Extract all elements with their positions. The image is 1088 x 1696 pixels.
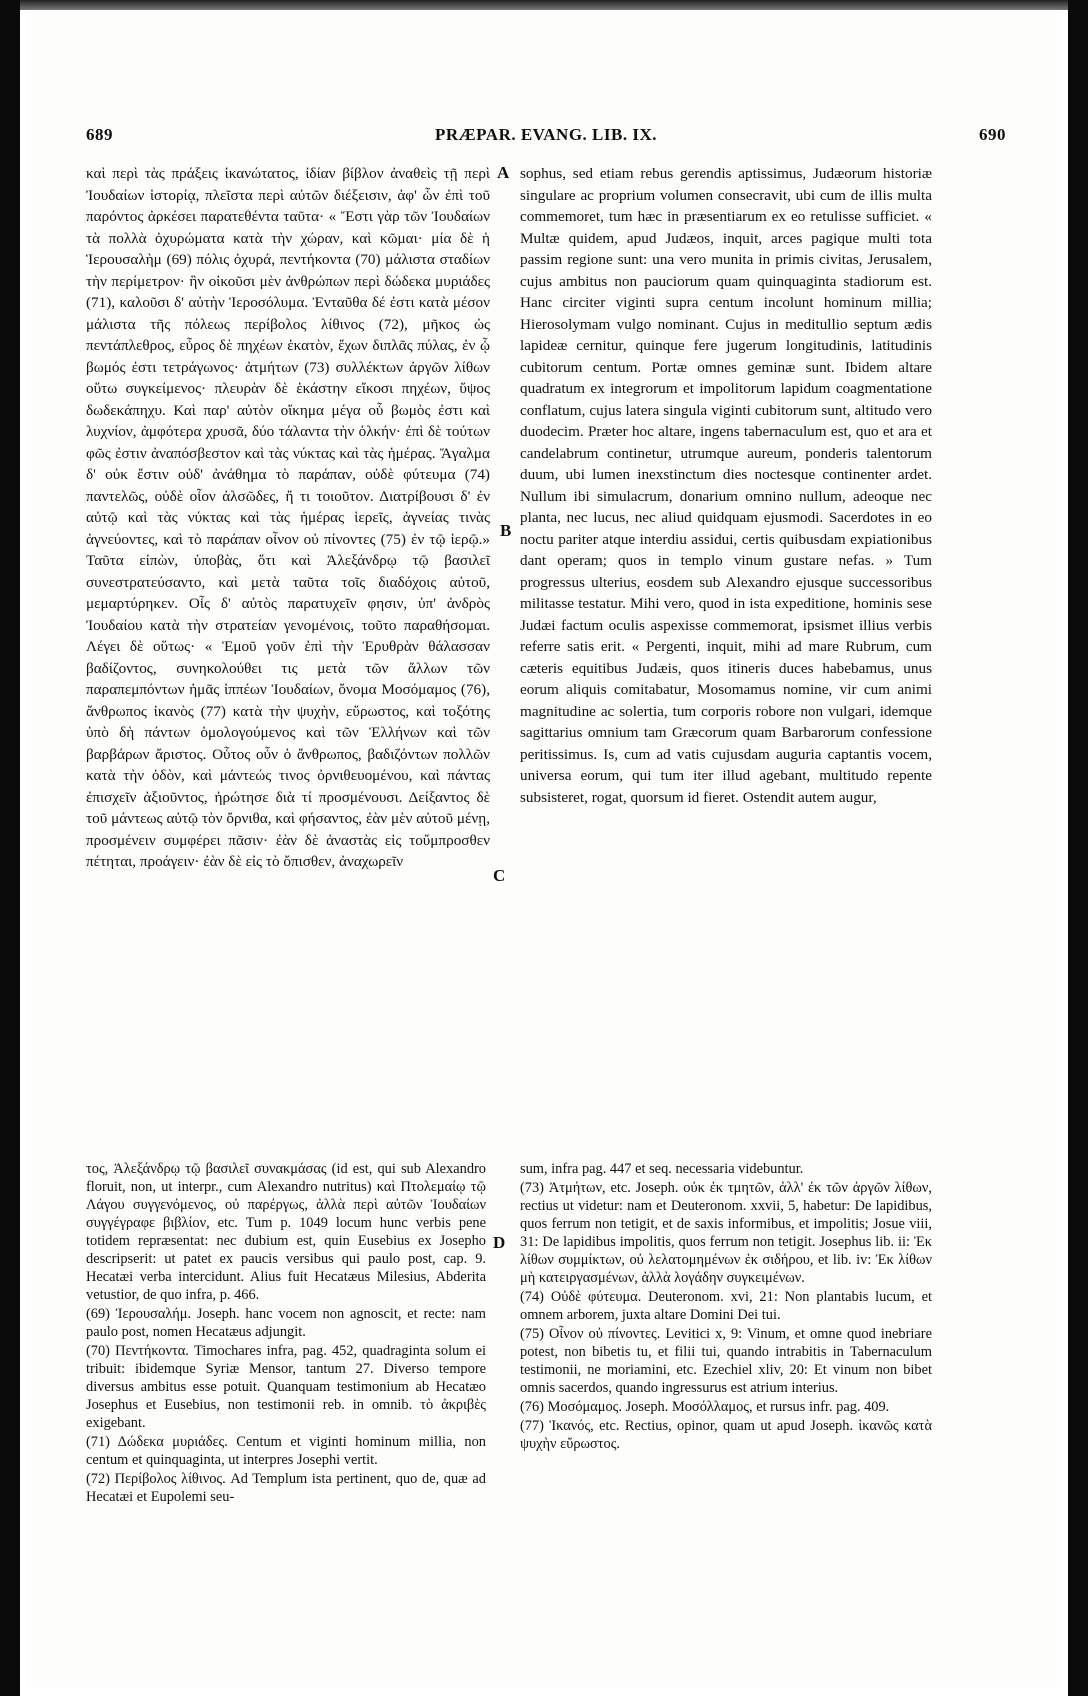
- footnote: (76) Μοσόμαμος. Joseph. Μοσόλλαμος, et rursus infr. pag. 409.: [520, 1399, 890, 1415]
- page-number-left: 689: [86, 125, 113, 144]
- footnote: (70) Πεντήκοντα. Timochares infra, pag. 452, quadraginta solum ei tribuit: ibidemque Syriæ Mensor, tantum 27. Diverso tempore diversus ambitus esse potuit. Quanquam testimonium ab Hecatæo Josephus et Eusebius, non testimonii reb. in omnib. τὸ ἀκριβὲς exigebant.: [86, 1343, 486, 1431]
- greek-column: καὶ περὶ τὰς πράξεις ἱκανώτατος, ἰδίαν βίβλον ἀναθεὶς τῇ περὶ Ἰουδαίων ἱστορίᾳ, πλεῖστα περὶ αὐτῶν διέξεισιν, ἀφ' ὧν ἐπὶ τοῦ παρόντος ἀρκέσει παρατεθέντα ταῦτα· « Ἔστι γὰρ τῶν Ἰουδαίων τὰ πολλὰ ὀχυρώματα κατὰ τὴν χώραν, καὶ κῶμαι· μία δὲ ἡ Ἱερουσαλὴμ (69) πόλις ὀχυρά, πεντήκοντα (70) μάλιστα σταδίων τὴν περίμετρον· ἣν οἰκοῦσι μὲν ἀνθρώπων περὶ δώδεκα μυριάδες (71), καλοῦσι δ' αὐτὴν Ἱεροσόλυμα. Ἐνταῦθα δέ ἐστι κατὰ μέσον μάλιστα τῆς πόλεως περίβολος λίθινος (72), μῆκος ὡς πεντάπλεθρος, εὖρος δὲ πηχέων ἑκατὸν, ἔχων διπλᾶς πύλας, ἐν ᾧ βωμός ἐστι τετράγωνος· ἀτμήτων (73) συλλέκτων ἀργῶν λίθων οὕτω συγκείμενος· πλευρὰν δὲ ἑκάστην εἴκοσι πηχέων, ὕψος δωδεκάπηχυ. Καὶ παρ' αὐτὸν οἴκημα μέγα οὗ βωμὸς ἐστι καὶ λυχνίον, ἀμφότερα χρυσᾶ, δύο τάλαντα τὴν ὁλκήν· ἐπὶ δὲ τούτων φῶς ἐστιν ἀναπόσβεστον καὶ τὰς νύκτας καὶ τὰς ἡμέρας. Ἄγαλμα δ' οὐκ ἔστιν οὐδ' ἀνάθημα τὸ παράπαν, οὐδὲ φύτευμα (74) παντελῶς, οὐδὲ οἷον ἀλσῶδες, ἤ τι τοιοῦτον. Διατρίβουσι δ' ἐν αὐτῷ καὶ τὰς νύκτας καὶ τὰς ἡμέρας ἱερεῖς, ἁγνείας τινὰς ἁγνεύοντες, καὶ τὸ παράπαν οἶνον οὐ πίνοντες (75) ἐν τῷ ἱερῷ.» Ταῦτα εἰπὼν, ὑποβὰς, ὅτι καὶ Ἀλεξάνδρῳ τῷ βασιλεῖ συνεστρατεύσαντο, καὶ μετὰ ταῦτα τοῖς διαδόχοις αὐτοῦ, μεμαρτύρηκεν. Οἷς δ' αὐτὸς παρατυχεῖν φησιν, ὑπ' ἀνδρὸς Ἰουδαίου κατὰ τὴν στρατείαν γενομένοις, τοῦτο παραθήσομαι. Λέγει δὲ οὕτως· « Ἐμοῦ γοῦν ἐπὶ τὴν Ἐρυθρὰν θάλασσαν βαδίζοντος, συνηκολούθει τις μετὰ τῶν ἄλλων τῶν παραπεμπόντων ἡμᾶς ἱππέων Ἰουδαίων, ὄνομα Μοσόμαμος (76), ἄνθρωπος ἱκανὸς (77) κατὰ τὴν ψυχὴν, εὔρωστος, καὶ τοξότης ὑπὸ δὴ πάντων ὁμολογούμενος καὶ τῶν Ἑλλήνων καὶ τῶν βαρβάρων ἄριστος. Οὗτος οὖν ὁ ἄνθρωπος, βαδιζόντων πολλῶν κατὰ τὴν ὁδὸν, καὶ μάντεώς τινος ὀρνιθευομένου, καὶ πάντας ἐπισχεῖν ἀξιοῦντος, ἠρώτησε διὰ τί προσμένουσι. Δείξαντος δὲ τοῦ μάντεως αὐτῷ τὸν ὄρνιθα, καὶ φήσαντος, ἐὰν μὲν αὐτοῦ μένῃ, προσμένειν συμφέρει πᾶσιν· ἐὰν δὲ ἀναστὰς εἰς τοὔμπροσθεν πέτηται, προάγειν· ἐὰν δὲ εἰς τὸ ὄπισθεν, ἀναχωρεῖν: [86, 165, 490, 870]
- margin-marker-d: D: [493, 1233, 506, 1252]
- latin-column: sophus, sed etiam rebus gerendis aptissimus, Judæorum historiæ singulare ac proprium volumen consecravit, ubi cum de illis multa commemoret, tum hæc in præsentiarum ex eo retulisse sufficiet. « Multæ quidem, apud Judæos, inquit, arces pagique multi tota passim regione sunt: una vero munita in primis civitas, Jerusalem, cujus ambitus non pauciorum quam quinquaginta stadiorum est. Hanc circiter viginti supra centum incolunt hominum millia; Hierosolymam vulgo nominant. Cujus in meditullio septum ædis lapideæ cernitur, quinque fere jugerum longitudinis, latitudinis cubitorum centum. Portæ omnes geminæ sunt. Ibidem altare quadratum ex integrorum et impolitorum lapidum coagmentatione conflatum, cujus latera singula viginti cubitorum sunt, altitudo vero duodecim. Præter hoc altare, ingens tabernaculum est, quo et ara et candelabrum continetur, utrumque aureum, ponderis talentorum duum, ubi lumen inexstinctum dies noctesque continenter ardet. Nullum ibi simulacrum, donarium omnino nullum, adeoque nec planta, nec lucus, nec aliud quidquam ejusmodi. Sacerdotes in eo noctu pariter atque interdiu assidui, certis quibusdam expiationibus dant operam; quos in templo vinum gustare nefas. » Tum progressus ulterius, eosdem sub Alexandro ejusque successoribus militasse testatur. Mihi vero, quod in ista expeditione, hominis sese Judæi factum oculis aspexisse commemorat, ipsismet illius verbis referre satis erit. « Pergenti, inquit, mihi ad mare Rubrum, cum cæteris equitibus Judæis, quos itineris duces habebamus, unus eorum aliquis comitabatur, Mosomamus nomine, vir cum animi magnitudine ac solertia, tum corporis robore non vulgari, idemque sagittarius omnium tam Græcorum quam Barbarorum confessione peritissimus. Is, cum ad vatis cujusdam auguria captantis vocem, universa eorum, qui tum iter illud agebant, multitudo repente subsisteret, rogat, quorsum id fieret. Ostendit autem augur,: [520, 165, 932, 806]
- footnote: (72) Περίβολος λίθινος. Ad Templum ista pertinent, quo de, quæ ad Hecatæi et Eupolemi seu-: [86, 1471, 486, 1505]
- running-title: PRÆPAR. EVANG. LIB. IX.: [435, 125, 657, 144]
- footnote: sum, infra pag. 447 et seq. necessaria videbuntur.: [520, 1161, 804, 1177]
- footnote: (69) Ἱερουσαλήμ. Joseph. hanc vocem non agnoscit, et recte: nam paulo post, nomen Hecatæus adjungit.: [86, 1306, 486, 1340]
- footnote: (71) Δώδεκα μυριάδες. Centum et viginti hominum millia, non centum et quinquaginta, ut interpres Josephi vertit.: [86, 1434, 486, 1468]
- margin-marker-c: C: [493, 866, 506, 885]
- page-header: [86, 125, 1006, 151]
- scan-left-margin: [0, 0, 20, 1696]
- footnote: τος, Ἀλεξάνδρῳ τῷ βασιλεῖ συνακμάσας (id est, qui sub Alexandro floruit, non, ut interpr., cum Alexandro nutritus) καὶ Πτολεμαίῳ τῷ Λάγου συγγενόμενος, οὐ παρέργως, ἀλλὰ περὶ αὐτῶν Ἰουδαίων συγγέγραφε βιβλίον, etc. Tum p. 1049 locum hunc verbis pene totidem repræsentat: nec dubium est, quin Eusebius ex Josepho descripserit: ut patet ex paucis versibus qui paulo post, cap. 9. Hecatæi verba intercidunt. Alius fuit Hecatæus Milesius, Abderita vetustior, de quo infra, p. 466.: [86, 1161, 486, 1303]
- margin-marker-a: A: [497, 163, 510, 182]
- footnote: (77) Ἱκανός, etc. Rectius, opinor, quam ut apud Joseph. ἱκανῶς κατὰ ψυχὴν εὔρωστος.: [520, 1418, 932, 1452]
- footnote: (75) Οἶνον οὐ πίνοντες. Levitici x, 9: Vinum, et omne quod inebriare potest, non bibetis tu, et filii tui, quando intrabitis in Tabernaculum testimonii, ne moriamini, etc. Ezechiel xliv, 20: Et vinum non bibet omnis sacerdos, quando ingressurus est atrium interius.: [520, 1326, 932, 1396]
- scan-top-edge: [0, 0, 1088, 10]
- scan-right-margin: [1068, 0, 1088, 1696]
- footnote: (73) Ἀτμήτων, etc. Joseph. οὐκ ἐκ τμητῶν, ἀλλ' ἐκ τῶν ἀργῶν λίθων, rectius ut videtur: nam et Deuteronom. xxvii, 5, habetur: De lapidibus, quos ferrum non tetigit, et de saxis informibus, et impolitis; Josue viii, 31: De lapidibus impolitis, quos ferrum non tetigit. Josephus lib. ii: Ἐκ λίθων συμμίκτων, οὐ λελατομημένων ἐκ σιδήρου, et lib. iv: Ἐκ λίθων μὴ κατειργασμένων, ἀλλὰ λογάδην συγκειμένων.: [520, 1180, 932, 1286]
- footnotes-right: [520, 1160, 932, 1454]
- page-number-right: 690: [979, 125, 1006, 144]
- footnotes-left: [86, 1160, 486, 1507]
- margin-marker-b: B: [500, 521, 512, 540]
- footnote: (74) Οὐδὲ φύτευμα. Deuteronom. xvi, 21: Non plantabis lucum, et omnem arborem, juxta altare Domini Dei tui.: [520, 1289, 932, 1323]
